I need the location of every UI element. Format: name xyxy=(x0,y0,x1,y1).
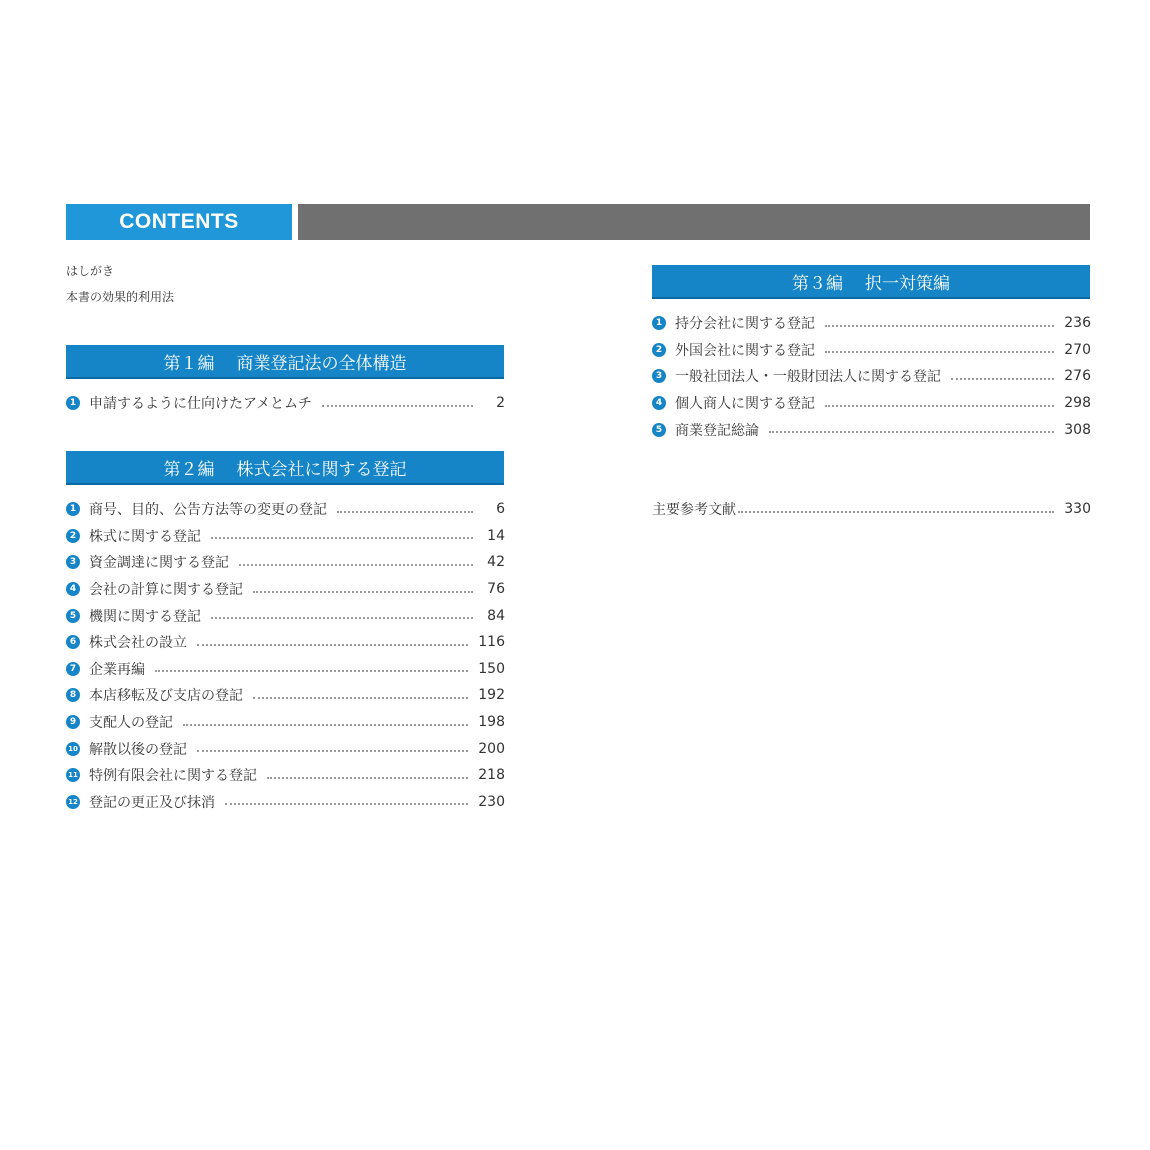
toc-entry[interactable] xyxy=(66,709,505,736)
page-number: 276 xyxy=(1064,368,1091,385)
toc-entry[interactable] xyxy=(66,602,505,629)
part-title: 株式会社に関する登記 xyxy=(236,459,407,480)
entry-title: 主要参考文献 xyxy=(652,502,736,518)
leader-dots xyxy=(211,616,473,619)
entry-title: 登記の更正及び抹消 xyxy=(89,794,215,811)
page-number: 236 xyxy=(1064,315,1091,332)
entry-title: 機関に関する登記 xyxy=(89,608,201,625)
page-number: 6 xyxy=(496,501,505,518)
part-3-heading xyxy=(652,265,1090,297)
leader-dots xyxy=(825,324,1054,327)
number-badge: 8 xyxy=(66,688,80,702)
leader-dots xyxy=(225,802,468,805)
leader-dots xyxy=(155,669,468,672)
toc-entry[interactable] xyxy=(66,789,505,816)
contents-header xyxy=(66,204,292,240)
toc-entry[interactable] xyxy=(652,363,1091,390)
number-badge: 3 xyxy=(66,555,80,569)
entry-title: 企業再編 xyxy=(89,661,145,678)
toc-entry[interactable] xyxy=(66,549,505,576)
page-number: 192 xyxy=(478,687,505,704)
toc-entry[interactable] xyxy=(66,576,505,603)
number-badge: 5 xyxy=(66,609,80,623)
part-2-list xyxy=(66,496,505,815)
part-title: 択一対策編 xyxy=(865,273,950,294)
entry-title: 特例有限会社に関する登記 xyxy=(89,768,257,785)
part-1-list xyxy=(66,390,505,417)
leader-dots xyxy=(769,430,1054,433)
entry-title: 商号、目的、公告方法等の変更の登記 xyxy=(89,502,327,519)
entry-title: 解散以後の登記 xyxy=(89,741,187,758)
page-number: 76 xyxy=(487,581,505,598)
leader-dots xyxy=(197,749,468,752)
leader-dots xyxy=(738,510,1054,513)
number-badge: 9 xyxy=(66,715,80,729)
toc-entry[interactable] xyxy=(66,735,505,762)
toc-entry[interactable] xyxy=(66,629,505,656)
header-bar xyxy=(298,204,1090,240)
leader-dots xyxy=(825,350,1054,353)
page-number: 230 xyxy=(478,793,505,810)
entry-title: 株式会社の設立 xyxy=(89,635,187,652)
leader-dots xyxy=(197,643,468,646)
toc-entry[interactable] xyxy=(652,390,1091,417)
page-number: 270 xyxy=(1064,341,1091,358)
part-number: 第２編 xyxy=(163,459,215,480)
preface-item-usage[interactable]: 本書の効果的利用法 xyxy=(66,290,175,304)
entry-title: 会社の計算に関する登記 xyxy=(89,582,243,599)
toc-entry[interactable] xyxy=(66,496,505,523)
leader-dots xyxy=(211,536,473,539)
entry-title: 本店移転及び支店の登記 xyxy=(89,688,243,705)
number-badge: 4 xyxy=(652,396,666,410)
part-number: 第１編 xyxy=(163,353,215,374)
entry-title: 一般社団法人・一般財団法人に関する登記 xyxy=(675,369,941,386)
toc-entry[interactable] xyxy=(66,762,505,789)
part-number: 第３編 xyxy=(792,273,843,294)
page-number: 298 xyxy=(1064,395,1091,412)
number-badge: 2 xyxy=(66,529,80,543)
page-number: 84 xyxy=(487,607,505,624)
number-badge: 1 xyxy=(66,396,80,410)
toc-entry[interactable] xyxy=(652,337,1091,364)
part-1-heading xyxy=(66,345,504,377)
number-badge: 10 xyxy=(66,742,80,756)
preface-item-hashigaki[interactable]: はしがき xyxy=(66,264,115,278)
toc-entry[interactable] xyxy=(66,656,505,683)
number-badge: 12 xyxy=(66,795,80,809)
toc-entry[interactable] xyxy=(66,523,505,550)
toc-entry[interactable] xyxy=(66,682,505,709)
page-number: 2 xyxy=(496,395,505,412)
page-number: 200 xyxy=(478,740,505,757)
leader-dots xyxy=(951,377,1054,380)
leader-dots xyxy=(253,590,473,593)
page-number: 42 xyxy=(487,554,505,571)
entry-title: 持分会社に関する登記 xyxy=(675,316,815,333)
leader-dots xyxy=(253,696,468,699)
page-number: 308 xyxy=(1064,421,1091,438)
part-title: 商業登記法の全体構造 xyxy=(236,353,407,374)
page-number: 116 xyxy=(478,634,505,651)
entry-title: 外国会社に関する登記 xyxy=(675,342,815,359)
number-badge: 2 xyxy=(652,343,666,357)
entry-title: 資金調達に関する登記 xyxy=(89,555,229,572)
leader-dots xyxy=(322,404,473,407)
toc-entry[interactable] xyxy=(66,390,505,417)
entry-title: 株式に関する登記 xyxy=(89,528,201,545)
number-badge: 11 xyxy=(66,768,80,782)
page-number: 198 xyxy=(478,714,505,731)
leader-dots xyxy=(267,776,468,779)
number-badge: 1 xyxy=(652,316,666,330)
entry-title: 支配人の登記 xyxy=(89,715,173,732)
toc-entry[interactable] xyxy=(652,416,1091,443)
toc-entry[interactable] xyxy=(652,310,1091,337)
entry-title: 商業登記総論 xyxy=(675,422,759,439)
page-number: 150 xyxy=(478,660,505,677)
leader-dots xyxy=(239,563,473,566)
part-2-heading xyxy=(66,451,504,483)
leader-dots xyxy=(337,510,473,513)
leader-dots xyxy=(825,404,1054,407)
contents-title: CONTENTS xyxy=(119,210,239,233)
page-number: 14 xyxy=(487,527,505,544)
entry-title: 申請するように仕向けたアメとムチ xyxy=(89,396,312,413)
page-number: 218 xyxy=(478,767,505,784)
part-3-list xyxy=(652,310,1091,443)
number-badge: 6 xyxy=(66,635,80,649)
number-badge: 4 xyxy=(66,582,80,596)
number-badge: 1 xyxy=(66,502,80,516)
page-number: 330 xyxy=(1064,501,1091,517)
entry-title: 個人商人に関する登記 xyxy=(675,396,815,413)
number-badge: 5 xyxy=(652,423,666,437)
number-badge: 3 xyxy=(652,369,666,383)
leader-dots xyxy=(183,723,468,726)
number-badge: 7 xyxy=(66,662,80,676)
references-entry[interactable] xyxy=(652,498,1091,520)
